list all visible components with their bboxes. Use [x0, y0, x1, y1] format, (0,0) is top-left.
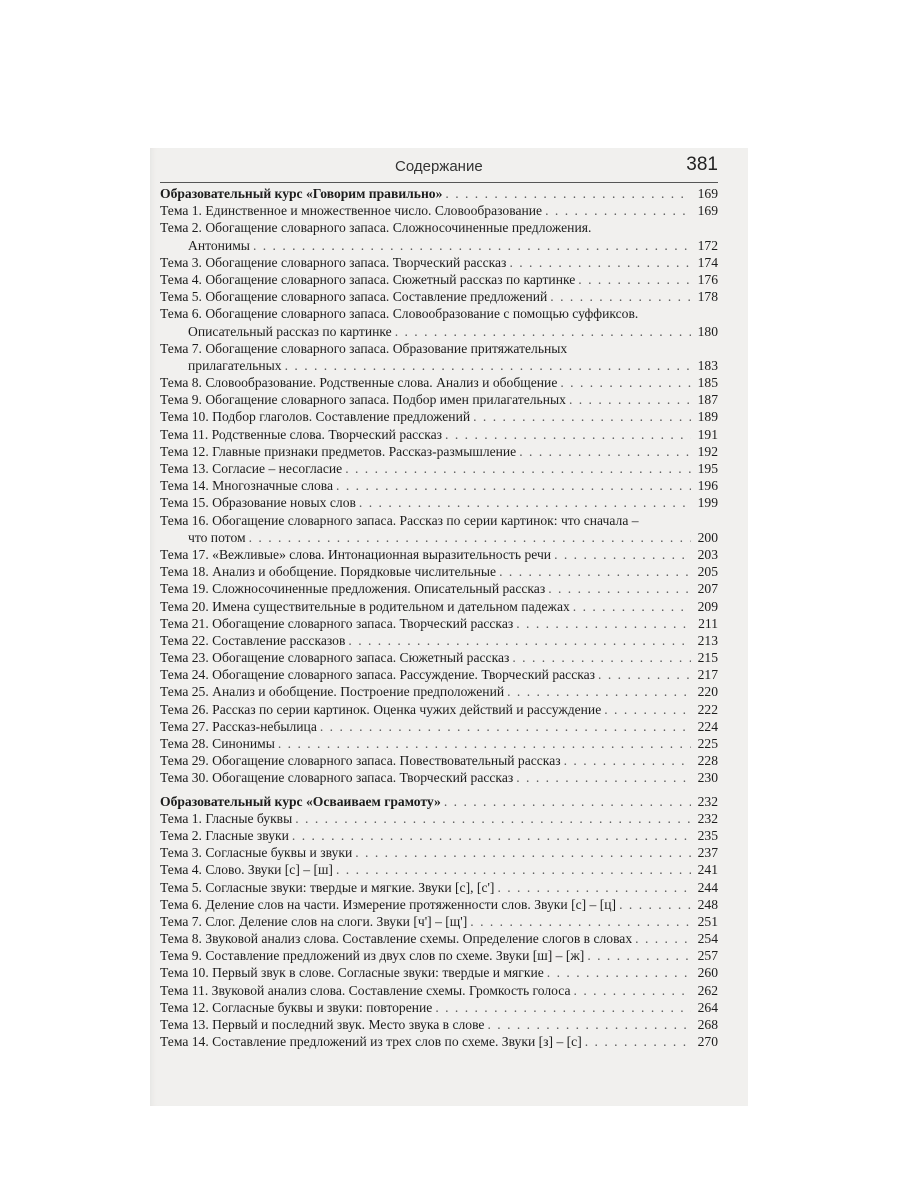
dot-leader — [619, 896, 691, 913]
dot-leader — [519, 443, 691, 460]
toc-line — [160, 1016, 718, 1033]
dot-leader — [578, 271, 691, 288]
toc-page-number: 264 — [697, 999, 718, 1015]
toc-entry-text: Тема 22. Составление рассказов — [160, 632, 346, 648]
dot-leader — [573, 598, 691, 615]
toc-line — [160, 374, 718, 391]
toc-line — [160, 879, 718, 896]
dot-leader — [292, 827, 691, 844]
toc-entry-text: Тема 14. Многозначные слова — [160, 478, 334, 494]
toc-line — [160, 827, 718, 844]
toc-line — [160, 999, 718, 1016]
dot-leader — [509, 254, 691, 271]
dot-leader — [249, 529, 691, 546]
dot-leader — [516, 615, 691, 632]
toc-entry-text: Тема 3. Обогащение словарного запаса. Творческий рассказ — [160, 254, 507, 270]
toc-line — [160, 615, 718, 632]
toc-line — [160, 598, 718, 615]
toc-line — [160, 947, 718, 964]
dot-leader — [512, 649, 691, 666]
dot-leader — [345, 460, 691, 477]
dot-leader — [487, 1016, 691, 1033]
dot-leader — [569, 391, 691, 408]
toc-line — [160, 408, 718, 425]
toc-line — [160, 810, 718, 827]
toc-line — [160, 512, 718, 529]
toc-line — [160, 477, 718, 494]
toc-entry-text: Тема 30. Обогащение словарного запаса. Творческий рассказ — [160, 770, 514, 786]
toc-entry-text: Тема 13. Согласие – несогласие — [160, 461, 343, 476]
toc-entry-text: Тема 3. Согласные буквы и звуки — [160, 845, 353, 861]
toc-line — [160, 460, 718, 477]
toc-line — [160, 861, 718, 878]
toc-entry-text: Тема 1. Гласные буквы — [160, 810, 293, 826]
toc-page-number: 169 — [697, 186, 718, 201]
toc-page-number: 270 — [697, 1034, 718, 1050]
toc-page-number: 224 — [697, 718, 718, 734]
toc-entry-text: Тема 25. Анализ и обобщение. Построение предположений — [160, 684, 505, 700]
toc-page-number: 178 — [697, 289, 718, 305]
dot-leader — [550, 288, 691, 305]
dot-leader — [348, 632, 691, 649]
dot-leader — [470, 913, 691, 930]
toc-line — [160, 237, 718, 254]
dot-leader — [395, 323, 691, 340]
toc-entry-text: Тема 2. Гласные звуки — [160, 827, 289, 843]
dot-leader — [497, 879, 691, 896]
toc-page-number: 257 — [697, 948, 718, 964]
toc-entry-text: Тема 19. Сложносочиненные предложения. Описательный рассказ — [160, 581, 546, 597]
toc-entry-text: Антонимы — [188, 237, 250, 253]
toc-line — [160, 735, 718, 752]
toc-line — [160, 271, 718, 288]
toc-entry-text: Тема 16. Обогащение словарного запаса. Рассказ по серии картинок: что сначала – — [160, 512, 639, 528]
table-of-contents — [160, 185, 718, 1050]
dot-leader — [585, 1033, 691, 1050]
toc-entry-text: Тема 7. Слог. Деление слов на слоги. Звуки [ч'] – [щ'] — [160, 913, 468, 929]
toc-page-number: 209 — [697, 598, 718, 614]
toc-page-number: 196 — [697, 478, 718, 494]
toc-page-number: 169 — [697, 203, 718, 219]
toc-page-number: 251 — [697, 913, 718, 929]
toc-entry-text: Тема 17. «Вежливые» слова. Интонационная выразительность речи — [160, 546, 552, 562]
toc-page-number: 189 — [697, 409, 718, 425]
toc-entry-text: Тема 26. Рассказ по серии картинок. Оценка чужих действий и рассуждение — [160, 701, 602, 717]
toc-page-number: 176 — [697, 271, 718, 287]
toc-page-number: 232 — [697, 810, 718, 826]
toc-page-number: 191 — [697, 426, 718, 442]
toc-line — [160, 202, 718, 219]
dot-leader — [574, 982, 691, 999]
toc-line — [160, 683, 718, 700]
toc-entry-text: Тема 1. Единственное и множественное число. Словообразование — [160, 203, 543, 219]
toc-line — [160, 752, 718, 769]
toc-line — [160, 340, 718, 357]
toc-entry-text: Тема 12. Согласные буквы и звуки: повторение — [160, 999, 433, 1015]
toc-line — [160, 769, 718, 786]
toc-page-number: 185 — [697, 375, 718, 391]
toc-line — [160, 1033, 718, 1050]
dot-leader — [548, 580, 691, 597]
toc-page-number: 172 — [697, 237, 718, 253]
page-header — [160, 150, 718, 186]
toc-entry-text: Тема 13. Первый и последний звук. Место звука в слове — [160, 1017, 485, 1032]
toc-line — [160, 580, 718, 597]
toc-page-number: 232 — [697, 793, 718, 809]
toc-line — [160, 494, 718, 511]
toc-page-number: 192 — [697, 443, 718, 459]
toc-page-number: 235 — [697, 827, 718, 843]
toc-page-number: 254 — [697, 931, 718, 947]
toc-page-number: 213 — [697, 632, 718, 648]
running-title: Содержание — [395, 158, 483, 175]
dot-leader — [545, 202, 691, 219]
toc-entry-text: что потом — [188, 529, 246, 545]
toc-entry-text: Тема 2. Обогащение словарного запаса. Сложносочиненные предложения. — [160, 220, 592, 236]
toc-page-number: 244 — [697, 879, 718, 895]
toc-line — [160, 632, 718, 649]
toc-entry-text: прилагательных — [188, 357, 282, 373]
toc-line — [160, 913, 718, 930]
toc-entry-text: Тема 27. Рассказ-небылица — [160, 718, 317, 734]
toc-page-number: 211 — [698, 615, 718, 631]
toc-page-number: 187 — [697, 392, 718, 408]
toc-line — [160, 649, 718, 666]
dot-leader — [355, 844, 691, 861]
dot-leader — [516, 769, 691, 786]
toc-line — [160, 844, 718, 861]
dot-leader — [444, 793, 691, 810]
toc-line — [160, 964, 718, 981]
toc-line — [160, 718, 718, 735]
toc-line — [160, 563, 718, 580]
toc-entry-text: Тема 14. Составление предложений из трех слов по схеме. Звуки [з] – [с] — [160, 1034, 582, 1050]
toc-page-number: 195 — [697, 461, 718, 476]
toc-line — [160, 305, 718, 322]
toc-section-heading — [160, 185, 718, 202]
toc-page-number: 260 — [697, 965, 718, 981]
dot-leader — [435, 999, 691, 1016]
toc-line — [160, 254, 718, 271]
dot-leader — [598, 666, 691, 683]
dot-leader — [604, 701, 691, 718]
dot-leader — [445, 185, 691, 202]
toc-line — [160, 323, 718, 340]
toc-page-number: 262 — [697, 982, 718, 998]
dot-leader — [336, 477, 691, 494]
toc-entry-text: Тема 9. Обогащение словарного запаса. Подбор имен прилагательных — [160, 392, 566, 408]
toc-line — [160, 930, 718, 947]
dot-leader — [320, 718, 691, 735]
toc-page-number: 237 — [697, 845, 718, 861]
toc-page-number: 241 — [697, 862, 718, 878]
dot-leader — [285, 357, 691, 374]
toc-entry-text: Тема 8. Словообразование. Родственные слова. Анализ и обобщение — [160, 375, 558, 391]
toc-page-number: 248 — [697, 896, 718, 912]
toc-line — [160, 288, 718, 305]
toc-section-heading — [160, 793, 718, 810]
dot-leader — [336, 861, 691, 878]
dot-leader — [473, 408, 691, 425]
toc-line — [160, 443, 718, 460]
page-number: 381 — [686, 154, 718, 175]
toc-line — [160, 546, 718, 563]
toc-entry-text: Тема 8. Звуковой анализ слова. Составление схемы. Определение слогов в словах — [160, 931, 633, 947]
toc-line — [160, 391, 718, 408]
dot-leader — [560, 374, 691, 391]
toc-line — [160, 219, 718, 236]
toc-entry-text: Тема 4. Обогащение словарного запаса. Сюжетный рассказ по картинке — [160, 271, 576, 287]
toc-entry-text: Тема 28. Синонимы — [160, 736, 275, 751]
toc-entry-text: Образовательный курс «Осваиваем грамоту» — [160, 793, 441, 809]
toc-line — [160, 896, 718, 913]
toc-entry-text: Описательный рассказ по картинке — [188, 323, 392, 339]
dot-leader — [564, 752, 691, 769]
toc-page-number: 200 — [697, 529, 718, 545]
dot-leader — [507, 683, 691, 700]
toc-entry-text: Тема 10. Первый звук в слове. Согласные звуки: твердые и мягкие — [160, 965, 544, 981]
header-rule — [160, 182, 718, 183]
toc-line — [160, 529, 718, 546]
toc-entry-text: Тема 29. Обогащение словарного запаса. Повествовательный рассказ — [160, 753, 561, 769]
toc-line — [160, 357, 718, 374]
toc-entry-text: Тема 5. Обогащение словарного запаса. Составление предложений — [160, 289, 548, 305]
toc-page-number: 228 — [697, 753, 718, 769]
toc-entry-text: Тема 12. Главные признаки предметов. Рассказ-размышление — [160, 443, 517, 459]
dot-leader — [445, 426, 691, 443]
toc-line — [160, 666, 718, 683]
toc-page-number: 205 — [697, 564, 718, 580]
toc-line — [160, 982, 718, 999]
toc-entry-text: Образовательный курс «Говорим правильно» — [160, 186, 443, 201]
toc-entry-text: Тема 21. Обогащение словарного запаса. Творческий рассказ — [160, 615, 514, 631]
toc-entry-text: Тема 9. Составление предложений из двух слов по схеме. Звуки [ш] – [ж] — [160, 948, 585, 964]
toc-entry-text: Тема 7. Обогащение словарного запаса. Образование притяжательных — [160, 340, 568, 356]
toc-entry-text: Тема 11. Родственные слова. Творческий рассказ — [160, 426, 443, 442]
toc-page-number: 225 — [697, 736, 718, 751]
dot-leader — [278, 735, 691, 752]
dot-leader — [253, 237, 691, 254]
toc-entry-text: Тема 15. Образование новых слов — [160, 495, 356, 511]
toc-entry-text: Тема 5. Согласные звуки: твердые и мягкие. Звуки [с], [с'] — [160, 879, 495, 895]
toc-entry-text: Тема 10. Подбор глаголов. Составление предложений — [160, 409, 471, 425]
dot-leader — [554, 546, 691, 563]
toc-entry-text: Тема 24. Обогащение словарного запаса. Рассуждение. Творческий рассказ — [160, 667, 596, 683]
dot-leader — [587, 947, 691, 964]
dot-leader — [499, 563, 691, 580]
toc-page-number: 217 — [697, 667, 718, 683]
dot-leader — [359, 494, 691, 511]
toc-page-number: 183 — [697, 357, 718, 373]
dot-leader — [547, 964, 691, 981]
toc-page-number: 207 — [697, 581, 718, 597]
toc-page-number: 220 — [697, 684, 718, 700]
dot-leader — [295, 810, 691, 827]
toc-page-number: 174 — [697, 254, 718, 270]
toc-page-number: 199 — [697, 495, 718, 511]
toc-entry-text: Тема 20. Имена существительные в родительном и дательном падежах — [160, 598, 570, 614]
toc-page-number: 215 — [697, 650, 718, 666]
toc-page-number: 180 — [697, 323, 718, 339]
toc-entry-text: Тема 6. Деление слов на части. Измерение протяженности слов. Звуки [с] – [ц] — [160, 896, 617, 912]
toc-line — [160, 701, 718, 718]
toc-entry-text: Тема 11. Звуковой анализ слова. Составление схемы. Громкость голоса — [160, 982, 571, 998]
toc-page-number: 203 — [697, 546, 718, 562]
toc-page-number: 222 — [697, 701, 718, 717]
toc-entry-text: Тема 4. Слово. Звуки [с] – [ш] — [160, 862, 333, 878]
toc-entry-text: Тема 18. Анализ и обобщение. Порядковые числительные — [160, 564, 497, 580]
dot-leader — [635, 930, 691, 947]
toc-line — [160, 426, 718, 443]
toc-entry-text: Тема 6. Обогащение словарного запаса. Словообразование с помощью суффиксов. — [160, 306, 639, 322]
toc-page-number: 268 — [697, 1017, 718, 1032]
toc-page-number: 230 — [697, 770, 718, 786]
toc-entry-text: Тема 23. Обогащение словарного запаса. Сюжетный рассказ — [160, 650, 510, 666]
